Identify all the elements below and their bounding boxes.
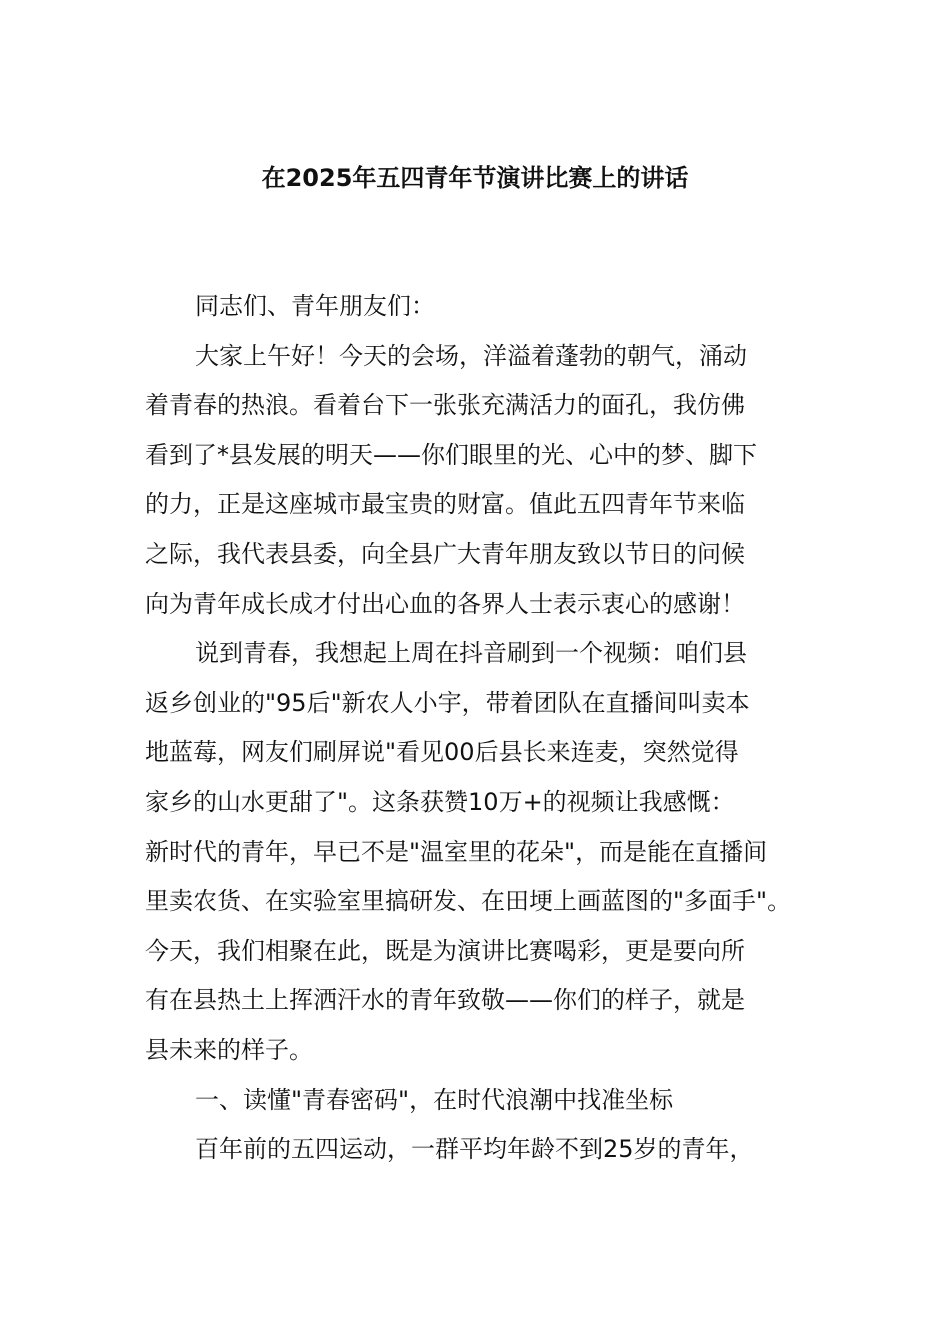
- paragraph-line: 说到青春，我想起上周在抖音刷到一个视频：咱们县: [195, 639, 747, 668]
- paragraph-line: 的力，正是这座城市最宝贵的财富。值此五四青年节来临: [145, 490, 745, 519]
- paragraph-line: 里卖农货、在实验室里搞研发、在田埂上画蓝图的"多面手"。: [145, 887, 792, 916]
- section-heading: [145, 1076, 810, 1126]
- paragraph-line: 县未来的样子。: [145, 1035, 313, 1064]
- paragraph-line: 向为青年成长成才付出心血的各界人士表示衷心的感谢！: [145, 589, 745, 618]
- salutation-text: 同志们、青年朋友们：: [195, 292, 435, 320]
- salutation: [145, 282, 810, 332]
- document-body: [145, 282, 810, 1175]
- paragraph-line: 返乡创业的"95后"新农人小宇，带着团队在直播间叫卖本: [145, 688, 750, 717]
- document-title: 在2025年五四青年节演讲比赛上的讲话: [261, 164, 689, 192]
- paragraph-line: 百年前的五四运动，一群平均年龄不到25岁的青年，: [195, 1135, 754, 1164]
- section-heading-text: 一、读懂"青春密码"，在时代浪潮中找准坐标: [195, 1085, 674, 1114]
- paragraph-line: 有在县热土上挥洒汗水的青年致敬——你们的样子，就是: [145, 986, 745, 1015]
- paragraph-line: 家乡的山水更甜了"。这条获赞10万+的视频让我感慨：: [145, 787, 735, 816]
- paragraph-line: 地蓝莓，网友们刷屏说"看见00后县长来连麦，突然觉得: [145, 738, 739, 767]
- paragraph-line: 着青春的热浪。看着台下一张张充满活力的面孔，我仿佛: [145, 391, 745, 420]
- paragraph-line: 今天，我们相聚在此，既是为演讲比赛喝彩，更是要向所: [145, 936, 745, 965]
- paragraph-greeting: [145, 332, 810, 630]
- paragraph-line: 大家上午好！今天的会场，洋溢着蓬勃的朝气，涌动: [195, 341, 747, 370]
- paragraph-line: 看到了*县发展的明天——你们眼里的光、心中的梦、脚下: [145, 440, 757, 469]
- paragraph-youth: [145, 629, 810, 1075]
- paragraph-history: [145, 1125, 810, 1175]
- paragraph-line: 之际，我代表县委，向全县广大青年朋友致以节日的问候: [145, 539, 745, 568]
- paragraph-line: 新时代的青年，早已不是"温室里的花朵"，而是能在直播间: [145, 837, 768, 866]
